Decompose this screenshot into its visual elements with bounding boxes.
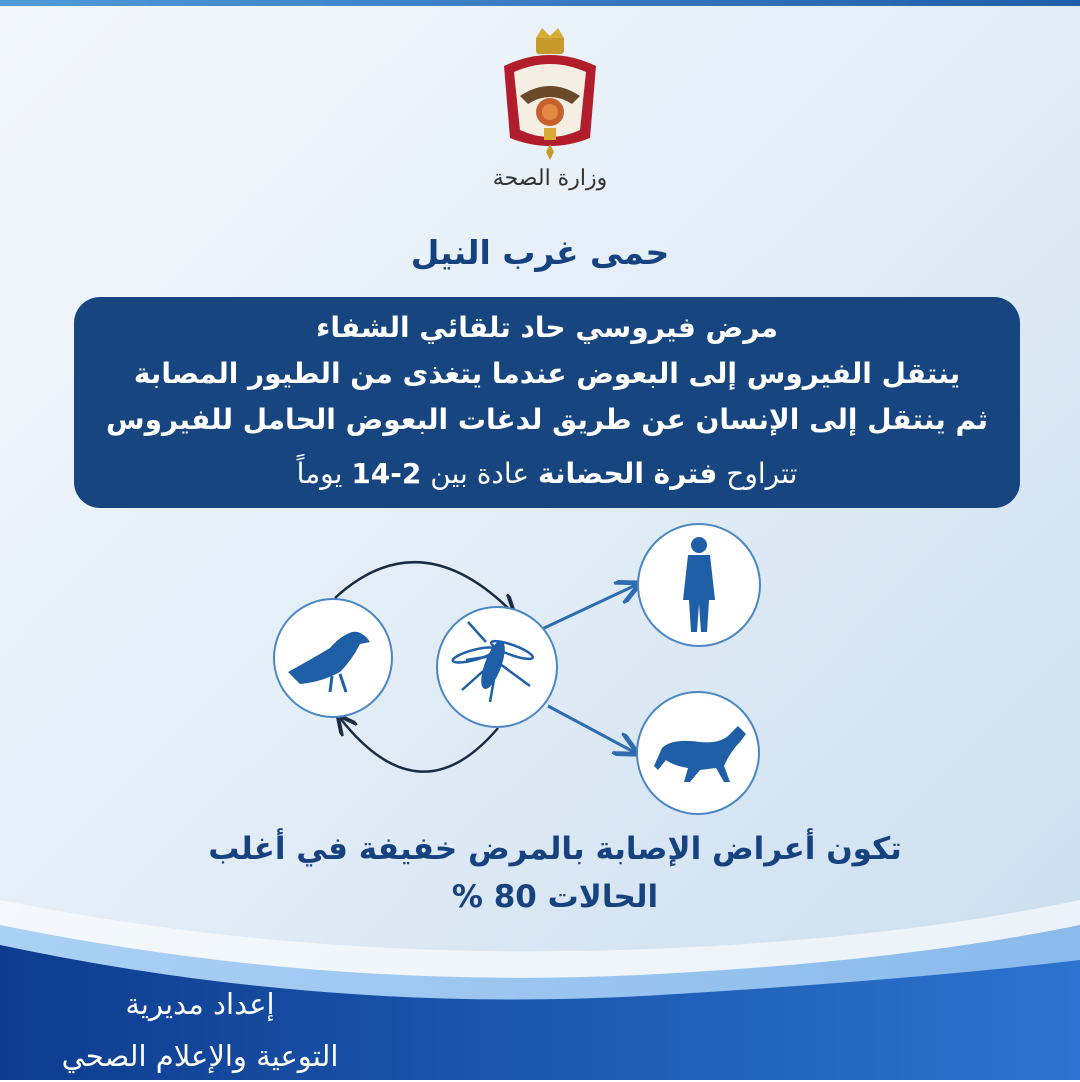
footer-line-2: التوعية والإعلام الصحي <box>61 1039 339 1073</box>
incubation-label: فترة الحضانة <box>538 457 718 490</box>
info-line-3: ثم ينتقل إلى الإنسان عن طريق لدغات البعوض الحامل للفيروس <box>105 403 989 436</box>
info-line-1: مرض فيروسي حاد تلقائي الشفاء <box>316 311 778 344</box>
incubation-suffix: يوماً <box>296 457 352 490</box>
symptoms-line-2: الحالات 80 % <box>451 879 659 915</box>
info-line-2: ينتقل الفيروس إلى البعوض عندما يتغذى من الطيور المصابة <box>133 357 961 390</box>
footer-line-1: إعداد مديرية <box>125 987 275 1021</box>
page-title: حمى غرب النيل <box>410 233 670 272</box>
ministry-name: وزارة الصحة <box>492 166 608 191</box>
incubation-prefix: تتراوح <box>717 457 798 490</box>
footer-credit <box>30 978 370 1082</box>
incubation-middle: عادة بين <box>421 457 539 490</box>
symptoms-line-1: تكون أعراض الإصابة بالمرض خفيفة في أغلب <box>208 831 902 867</box>
incubation-range: 2-14 <box>351 457 422 490</box>
